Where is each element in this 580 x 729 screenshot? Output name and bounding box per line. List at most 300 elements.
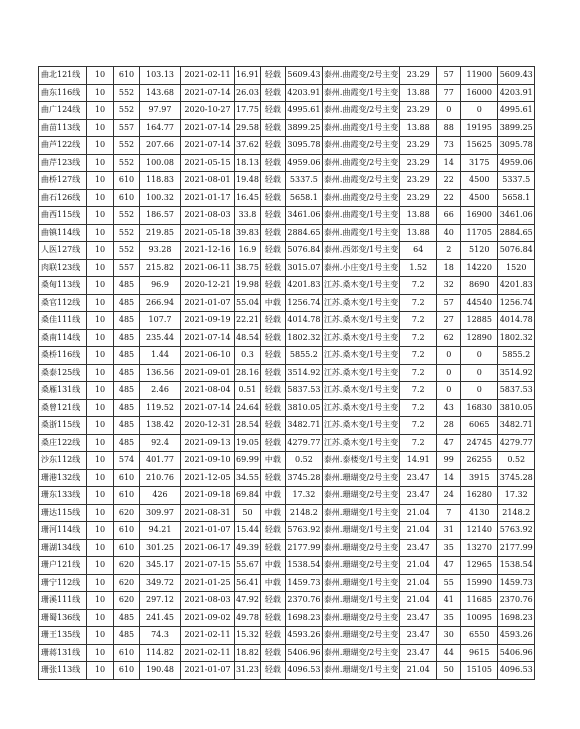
- cell-voltage: 10: [87, 312, 114, 330]
- cell-load-level: 轻载: [260, 522, 285, 540]
- cell-available-capacity: 4014.78: [285, 312, 322, 330]
- table-row: [39, 347, 535, 365]
- cell-transformer: 江苏.桑木变/1号主变: [322, 347, 399, 365]
- cell-available-capacity: 2148.2: [285, 504, 322, 522]
- cell-transformer-load: 13.88: [400, 119, 437, 137]
- cell-load-rate: 49.39: [235, 539, 261, 557]
- cell-transformer: 江苏.桑木变/1号主变: [322, 277, 399, 295]
- cell-transformer: 江苏.桑木变/1号主变: [322, 434, 399, 452]
- cell-max-current: 114.82: [140, 644, 181, 662]
- cell-line-name: 珊达115线: [39, 504, 87, 522]
- cell-user-capacity: 0: [461, 347, 498, 365]
- cell-line-name: 曲石126线: [39, 189, 87, 207]
- cell-user-count: 88: [437, 119, 461, 137]
- cell-user-count: 0: [437, 102, 461, 120]
- cell-load-rate: 24.64: [235, 399, 261, 417]
- cell-transformer: 泰州.珊瑚变/1号主变: [322, 662, 399, 680]
- cell-user-count: 2: [437, 242, 461, 260]
- cell-load-level: 轻载: [260, 592, 285, 610]
- cell-user-capacity: 24745: [461, 434, 498, 452]
- cell-voltage: 10: [87, 627, 114, 645]
- cell-transformer-load: 23.29: [400, 189, 437, 207]
- cell-load-rate: 55.67: [235, 557, 261, 575]
- cell-load-rate: 19.48: [235, 172, 261, 190]
- cell-load-level: 轻载: [260, 172, 285, 190]
- cell-rated-current: 552: [114, 242, 140, 260]
- cell-max-current: 97.97: [140, 102, 181, 120]
- cell-available-capacity: 4593.26: [285, 627, 322, 645]
- cell-load-rate: 28.16: [235, 364, 261, 382]
- cell-max-current: 136.56: [140, 364, 181, 382]
- cell-voltage: 10: [87, 644, 114, 662]
- cell-available-capacity: 1538.54: [285, 557, 322, 575]
- cell-available-capacity: 5837.53: [285, 382, 322, 400]
- cell-transformer-load: 7.2: [400, 347, 437, 365]
- cell-line-name: 珊户121线: [39, 557, 87, 575]
- cell-user-capacity: 11900: [461, 67, 498, 85]
- cell-load-level: 轻载: [260, 312, 285, 330]
- cell-user-count: 7: [437, 504, 461, 522]
- cell-load-level: 轻载: [260, 627, 285, 645]
- cell-rated-current: 485: [114, 417, 140, 435]
- cell-rated-current: 610: [114, 67, 140, 85]
- cell-user-count: 22: [437, 172, 461, 190]
- cell-available-capacity: 4203.91: [285, 84, 322, 102]
- cell-load-level: 轻载: [260, 382, 285, 400]
- table-row: [39, 119, 535, 137]
- cell-load-level: 轻载: [260, 417, 285, 435]
- cell-voltage: 10: [87, 364, 114, 382]
- table-row: [39, 259, 535, 277]
- cell-transformer: 泰州.曲霞变/2号主变: [322, 137, 399, 155]
- cell-user-capacity: 14220: [461, 259, 498, 277]
- cell-max-date: 2021-01-25: [181, 574, 235, 592]
- cell-transformer-load: 21.04: [400, 504, 437, 522]
- table-row: [39, 574, 535, 592]
- cell-transformer-load: 7.2: [400, 312, 437, 330]
- cell-max-current: 138.42: [140, 417, 181, 435]
- cell-load-rate: 34.55: [235, 469, 261, 487]
- cell-load-level: 轻载: [260, 154, 285, 172]
- cell-load-level: 轻载: [260, 609, 285, 627]
- cell-max-current: 1.44: [140, 347, 181, 365]
- cell-line-name: 桑南114线: [39, 329, 87, 347]
- cell-voltage: 10: [87, 557, 114, 575]
- table-row: [39, 364, 535, 382]
- cell-rated-current: 610: [114, 189, 140, 207]
- cell-available-capacity: 1698.23: [285, 609, 322, 627]
- cell-max-current: 207.66: [140, 137, 181, 155]
- cell-transformer-load: 7.2: [400, 382, 437, 400]
- cell-transformer: 泰州.曲霞变/2号主变: [322, 189, 399, 207]
- cell-transformer-load: 23.47: [400, 487, 437, 505]
- cell-rated-current: 552: [114, 84, 140, 102]
- cell-load-rate: 18.82: [235, 644, 261, 662]
- cell-user-capacity: 26255: [461, 452, 498, 470]
- cell-rated-current: 485: [114, 312, 140, 330]
- cell-max-current: 219.85: [140, 224, 181, 242]
- table-row: [39, 224, 535, 242]
- cell-user-capacity: 11705: [461, 224, 498, 242]
- table-row: [39, 469, 535, 487]
- cell-user-count: 57: [437, 294, 461, 312]
- cell-transformer: 江苏.桑木变/1号主变: [322, 382, 399, 400]
- cell-transformer: 江苏.桑木变/1号主变: [322, 399, 399, 417]
- cell-remaining-capacity: 1802.32: [498, 329, 535, 347]
- cell-remaining-capacity: 5658.1: [498, 189, 535, 207]
- cell-load-rate: 56.41: [235, 574, 261, 592]
- table-row: [39, 382, 535, 400]
- cell-available-capacity: 3095.78: [285, 137, 322, 155]
- cell-load-level: 轻载: [260, 189, 285, 207]
- cell-max-date: 2021-01-07: [181, 662, 235, 680]
- cell-transformer-load: 13.88: [400, 84, 437, 102]
- cell-transformer-load: 7.2: [400, 417, 437, 435]
- cell-max-date: 2020-10-27: [181, 102, 235, 120]
- cell-max-date: 2021-06-10: [181, 347, 235, 365]
- cell-load-level: 中载: [260, 294, 285, 312]
- table-row: [39, 504, 535, 522]
- cell-transformer: 江苏.桑木变/1号主变: [322, 329, 399, 347]
- cell-load-rate: 17.75: [235, 102, 261, 120]
- cell-remaining-capacity: 1459.73: [498, 574, 535, 592]
- cell-rated-current: 485: [114, 399, 140, 417]
- cell-voltage: 10: [87, 172, 114, 190]
- cell-voltage: 10: [87, 207, 114, 225]
- cell-rated-current: 552: [114, 137, 140, 155]
- cell-load-rate: 55.04: [235, 294, 261, 312]
- cell-max-date: 2021-09-19: [181, 312, 235, 330]
- cell-load-rate: 16.91: [235, 67, 261, 85]
- cell-line-name: 桑桥116线: [39, 347, 87, 365]
- cell-rated-current: 610: [114, 487, 140, 505]
- cell-rated-current: 610: [114, 522, 140, 540]
- cell-transformer: 泰州.曲霞变/1号主变: [322, 119, 399, 137]
- cell-line-name: 沙东112线: [39, 452, 87, 470]
- cell-user-capacity: 16900: [461, 207, 498, 225]
- cell-load-rate: 22.21: [235, 312, 261, 330]
- cell-max-date: 2021-12-16: [181, 242, 235, 260]
- cell-load-level: 轻载: [260, 434, 285, 452]
- cell-max-current: 210.76: [140, 469, 181, 487]
- cell-line-name: 珊河114线: [39, 522, 87, 540]
- cell-remaining-capacity: 1256.74: [498, 294, 535, 312]
- cell-remaining-capacity: 3482.71: [498, 417, 535, 435]
- cell-max-date: 2021-08-03: [181, 592, 235, 610]
- cell-user-capacity: 12890: [461, 329, 498, 347]
- cell-max-current: 241.45: [140, 609, 181, 627]
- cell-max-date: 2021-07-15: [181, 557, 235, 575]
- cell-user-count: 41: [437, 592, 461, 610]
- cell-transformer-load: 14.91: [400, 452, 437, 470]
- cell-max-current: 309.97: [140, 504, 181, 522]
- cell-transformer-load: 1.52: [400, 259, 437, 277]
- table-row: [39, 592, 535, 610]
- cell-remaining-capacity: 5076.84: [498, 242, 535, 260]
- cell-max-date: 2021-05-18: [181, 224, 235, 242]
- cell-max-current: 103.13: [140, 67, 181, 85]
- cell-load-rate: 18.13: [235, 154, 261, 172]
- cell-voltage: 10: [87, 277, 114, 295]
- cell-load-level: 轻载: [260, 399, 285, 417]
- cell-rated-current: 485: [114, 294, 140, 312]
- table-row: [39, 644, 535, 662]
- cell-user-capacity: 12140: [461, 522, 498, 540]
- cell-transformer-load: 21.04: [400, 557, 437, 575]
- cell-max-current: 297.12: [140, 592, 181, 610]
- cell-user-capacity: 0: [461, 364, 498, 382]
- table-row: [39, 277, 535, 295]
- cell-line-name: 桑佳111线: [39, 312, 87, 330]
- cell-load-rate: 16.9: [235, 242, 261, 260]
- cell-voltage: 10: [87, 242, 114, 260]
- cell-rated-current: 485: [114, 382, 140, 400]
- cell-user-capacity: 10095: [461, 609, 498, 627]
- cell-rated-current: 620: [114, 574, 140, 592]
- cell-transformer-load: 7.2: [400, 329, 437, 347]
- table-row: [39, 189, 535, 207]
- cell-line-name: 曲芹123线: [39, 154, 87, 172]
- cell-max-current: 94.21: [140, 522, 181, 540]
- cell-remaining-capacity: 3899.25: [498, 119, 535, 137]
- cell-voltage: 10: [87, 399, 114, 417]
- cell-load-rate: 38.75: [235, 259, 261, 277]
- cell-rated-current: 552: [114, 102, 140, 120]
- cell-transformer-load: 7.2: [400, 294, 437, 312]
- cell-transformer-load: 7.2: [400, 399, 437, 417]
- cell-rated-current: 485: [114, 347, 140, 365]
- cell-transformer: 泰州.曲霞变/1号主变: [322, 224, 399, 242]
- cell-voltage: 10: [87, 504, 114, 522]
- table-row: [39, 84, 535, 102]
- cell-transformer-load: 7.2: [400, 364, 437, 382]
- cell-line-name: 珊宁112线: [39, 574, 87, 592]
- cell-max-date: 2021-08-31: [181, 504, 235, 522]
- cell-remaining-capacity: 5855.2: [498, 347, 535, 365]
- cell-available-capacity: 0.52: [285, 452, 322, 470]
- cell-max-current: 301.25: [140, 539, 181, 557]
- cell-transformer: 泰州.珊瑚变/2号主变: [322, 539, 399, 557]
- cell-transformer: 江苏.桑木变/1号主变: [322, 364, 399, 382]
- cell-load-rate: 16.45: [235, 189, 261, 207]
- feeder-load-table: [38, 66, 535, 680]
- cell-user-capacity: 12965: [461, 557, 498, 575]
- cell-load-level: 轻载: [260, 242, 285, 260]
- cell-user-capacity: 16280: [461, 487, 498, 505]
- cell-voltage: 10: [87, 539, 114, 557]
- cell-max-current: 401.77: [140, 452, 181, 470]
- cell-available-capacity: 3482.71: [285, 417, 322, 435]
- cell-max-date: 2021-02-11: [181, 627, 235, 645]
- cell-user-count: 47: [437, 434, 461, 452]
- cell-voltage: 10: [87, 67, 114, 85]
- cell-rated-current: 610: [114, 469, 140, 487]
- cell-available-capacity: 3461.06: [285, 207, 322, 225]
- cell-voltage: 10: [87, 469, 114, 487]
- cell-transformer: 泰州.泰楼变/1号主变: [322, 452, 399, 470]
- cell-line-name: 曲桥127线: [39, 172, 87, 190]
- cell-transformer-load: 21.04: [400, 662, 437, 680]
- table-row: [39, 557, 535, 575]
- cell-voltage: 10: [87, 102, 114, 120]
- cell-load-rate: 15.44: [235, 522, 261, 540]
- cell-remaining-capacity: 2177.99: [498, 539, 535, 557]
- cell-user-count: 22: [437, 189, 461, 207]
- table-row: [39, 609, 535, 627]
- cell-available-capacity: 3514.92: [285, 364, 322, 382]
- cell-load-rate: 69.84: [235, 487, 261, 505]
- cell-load-level: 轻载: [260, 67, 285, 85]
- cell-voltage: 10: [87, 417, 114, 435]
- cell-user-capacity: 8690: [461, 277, 498, 295]
- cell-transformer-load: 23.29: [400, 172, 437, 190]
- cell-rated-current: 485: [114, 329, 140, 347]
- cell-line-name: 珊东133线: [39, 487, 87, 505]
- cell-voltage: 10: [87, 119, 114, 137]
- cell-line-name: 曲西115线: [39, 207, 87, 225]
- cell-user-count: 18: [437, 259, 461, 277]
- cell-user-count: 73: [437, 137, 461, 155]
- cell-user-capacity: 16000: [461, 84, 498, 102]
- cell-remaining-capacity: 5337.5: [498, 172, 535, 190]
- cell-user-capacity: 4500: [461, 172, 498, 190]
- cell-voltage: 10: [87, 84, 114, 102]
- cell-available-capacity: 1802.32: [285, 329, 322, 347]
- cell-transformer-load: 23.29: [400, 102, 437, 120]
- cell-max-current: 119.52: [140, 399, 181, 417]
- cell-rated-current: 552: [114, 224, 140, 242]
- cell-user-count: 44: [437, 644, 461, 662]
- cell-remaining-capacity: 4279.77: [498, 434, 535, 452]
- cell-transformer: 泰州.珊瑚变/1号主变: [322, 574, 399, 592]
- cell-transformer: 泰州.珊瑚变/1号主变: [322, 504, 399, 522]
- cell-transformer: 泰州.曲霞变/2号主变: [322, 154, 399, 172]
- cell-max-current: 164.77: [140, 119, 181, 137]
- cell-transformer: 泰州.曲霞变/2号主变: [322, 172, 399, 190]
- cell-available-capacity: 2177.99: [285, 539, 322, 557]
- cell-available-capacity: 5406.96: [285, 644, 322, 662]
- cell-rated-current: 620: [114, 592, 140, 610]
- cell-load-level: 轻载: [260, 102, 285, 120]
- cell-load-rate: 31.23: [235, 662, 261, 680]
- cell-load-level: 轻载: [260, 329, 285, 347]
- cell-user-capacity: 3175: [461, 154, 498, 172]
- cell-transformer-load: 13.88: [400, 224, 437, 242]
- cell-max-date: 2021-01-07: [181, 294, 235, 312]
- cell-line-name: 曲广124线: [39, 102, 87, 120]
- cell-voltage: 10: [87, 154, 114, 172]
- cell-available-capacity: 3810.05: [285, 399, 322, 417]
- cell-max-current: 92.4: [140, 434, 181, 452]
- cell-max-current: 93.28: [140, 242, 181, 260]
- cell-user-count: 55: [437, 574, 461, 592]
- cell-user-capacity: 13270: [461, 539, 498, 557]
- cell-max-date: 2021-07-14: [181, 399, 235, 417]
- cell-load-level: 轻载: [260, 364, 285, 382]
- cell-available-capacity: 5337.5: [285, 172, 322, 190]
- cell-load-level: 轻载: [260, 662, 285, 680]
- cell-max-date: 2021-09-01: [181, 364, 235, 382]
- cell-line-name: 人医127线: [39, 242, 87, 260]
- cell-line-name: 桑浙115线: [39, 417, 87, 435]
- cell-remaining-capacity: 1538.54: [498, 557, 535, 575]
- cell-remaining-capacity: 2884.65: [498, 224, 535, 242]
- cell-load-level: 轻载: [260, 84, 285, 102]
- cell-transformer: 泰州.珊瑚变/1号主变: [322, 592, 399, 610]
- cell-rated-current: 557: [114, 259, 140, 277]
- cell-max-current: 143.68: [140, 84, 181, 102]
- cell-max-date: 2021-06-17: [181, 539, 235, 557]
- cell-max-current: 215.82: [140, 259, 181, 277]
- cell-load-level: 轻载: [260, 539, 285, 557]
- cell-user-count: 77: [437, 84, 461, 102]
- table-row: [39, 294, 535, 312]
- cell-transformer-load: 7.2: [400, 434, 437, 452]
- cell-max-current: 426: [140, 487, 181, 505]
- cell-user-count: 0: [437, 364, 461, 382]
- cell-rated-current: 485: [114, 277, 140, 295]
- cell-available-capacity: 4995.61: [285, 102, 322, 120]
- cell-transformer-load: 23.47: [400, 469, 437, 487]
- cell-transformer: 泰州.珊瑚变/2号主变: [322, 469, 399, 487]
- cell-user-count: 14: [437, 154, 461, 172]
- cell-rated-current: 610: [114, 644, 140, 662]
- cell-load-level: 轻载: [260, 644, 285, 662]
- cell-available-capacity: 5076.84: [285, 242, 322, 260]
- cell-line-name: 珊港132线: [39, 469, 87, 487]
- cell-max-date: 2021-09-02: [181, 609, 235, 627]
- cell-remaining-capacity: 4096.53: [498, 662, 535, 680]
- cell-transformer: 泰州.曲霞变/1号主变: [322, 207, 399, 225]
- cell-user-capacity: 12885: [461, 312, 498, 330]
- cell-available-capacity: 4279.77: [285, 434, 322, 452]
- cell-rated-current: 552: [114, 207, 140, 225]
- cell-remaining-capacity: 1698.23: [498, 609, 535, 627]
- cell-user-capacity: 6065: [461, 417, 498, 435]
- cell-transformer: 江苏.桑木变/1号主变: [322, 294, 399, 312]
- cell-user-count: 35: [437, 539, 461, 557]
- cell-line-name: 曲北121线: [39, 67, 87, 85]
- cell-transformer-load: 23.47: [400, 627, 437, 645]
- cell-load-rate: 19.98: [235, 277, 261, 295]
- cell-load-rate: 39.83: [235, 224, 261, 242]
- table-row: [39, 329, 535, 347]
- cell-transformer: 泰州.曲霞变/2号主变: [322, 67, 399, 85]
- cell-line-name: 桑庄122线: [39, 434, 87, 452]
- cell-voltage: 10: [87, 224, 114, 242]
- cell-available-capacity: 1459.73: [285, 574, 322, 592]
- cell-transformer: 泰州.珊瑚变/2号主变: [322, 487, 399, 505]
- cell-user-capacity: 44540: [461, 294, 498, 312]
- cell-max-current: 74.3: [140, 627, 181, 645]
- cell-available-capacity: 4201.83: [285, 277, 322, 295]
- cell-transformer: 泰州.珊瑚变/1号主变: [322, 522, 399, 540]
- cell-available-capacity: 4096.53: [285, 662, 322, 680]
- cell-transformer-load: 7.2: [400, 277, 437, 295]
- cell-user-count: 14: [437, 469, 461, 487]
- cell-transformer-load: 23.29: [400, 67, 437, 85]
- cell-load-level: 轻载: [260, 207, 285, 225]
- cell-load-rate: 29.58: [235, 119, 261, 137]
- cell-user-capacity: 15105: [461, 662, 498, 680]
- cell-line-name: 桑官112线: [39, 294, 87, 312]
- cell-user-capacity: 6550: [461, 627, 498, 645]
- cell-user-capacity: 15625: [461, 137, 498, 155]
- cell-voltage: 10: [87, 452, 114, 470]
- table-row: [39, 434, 535, 452]
- cell-load-rate: 19.05: [235, 434, 261, 452]
- cell-user-capacity: 19195: [461, 119, 498, 137]
